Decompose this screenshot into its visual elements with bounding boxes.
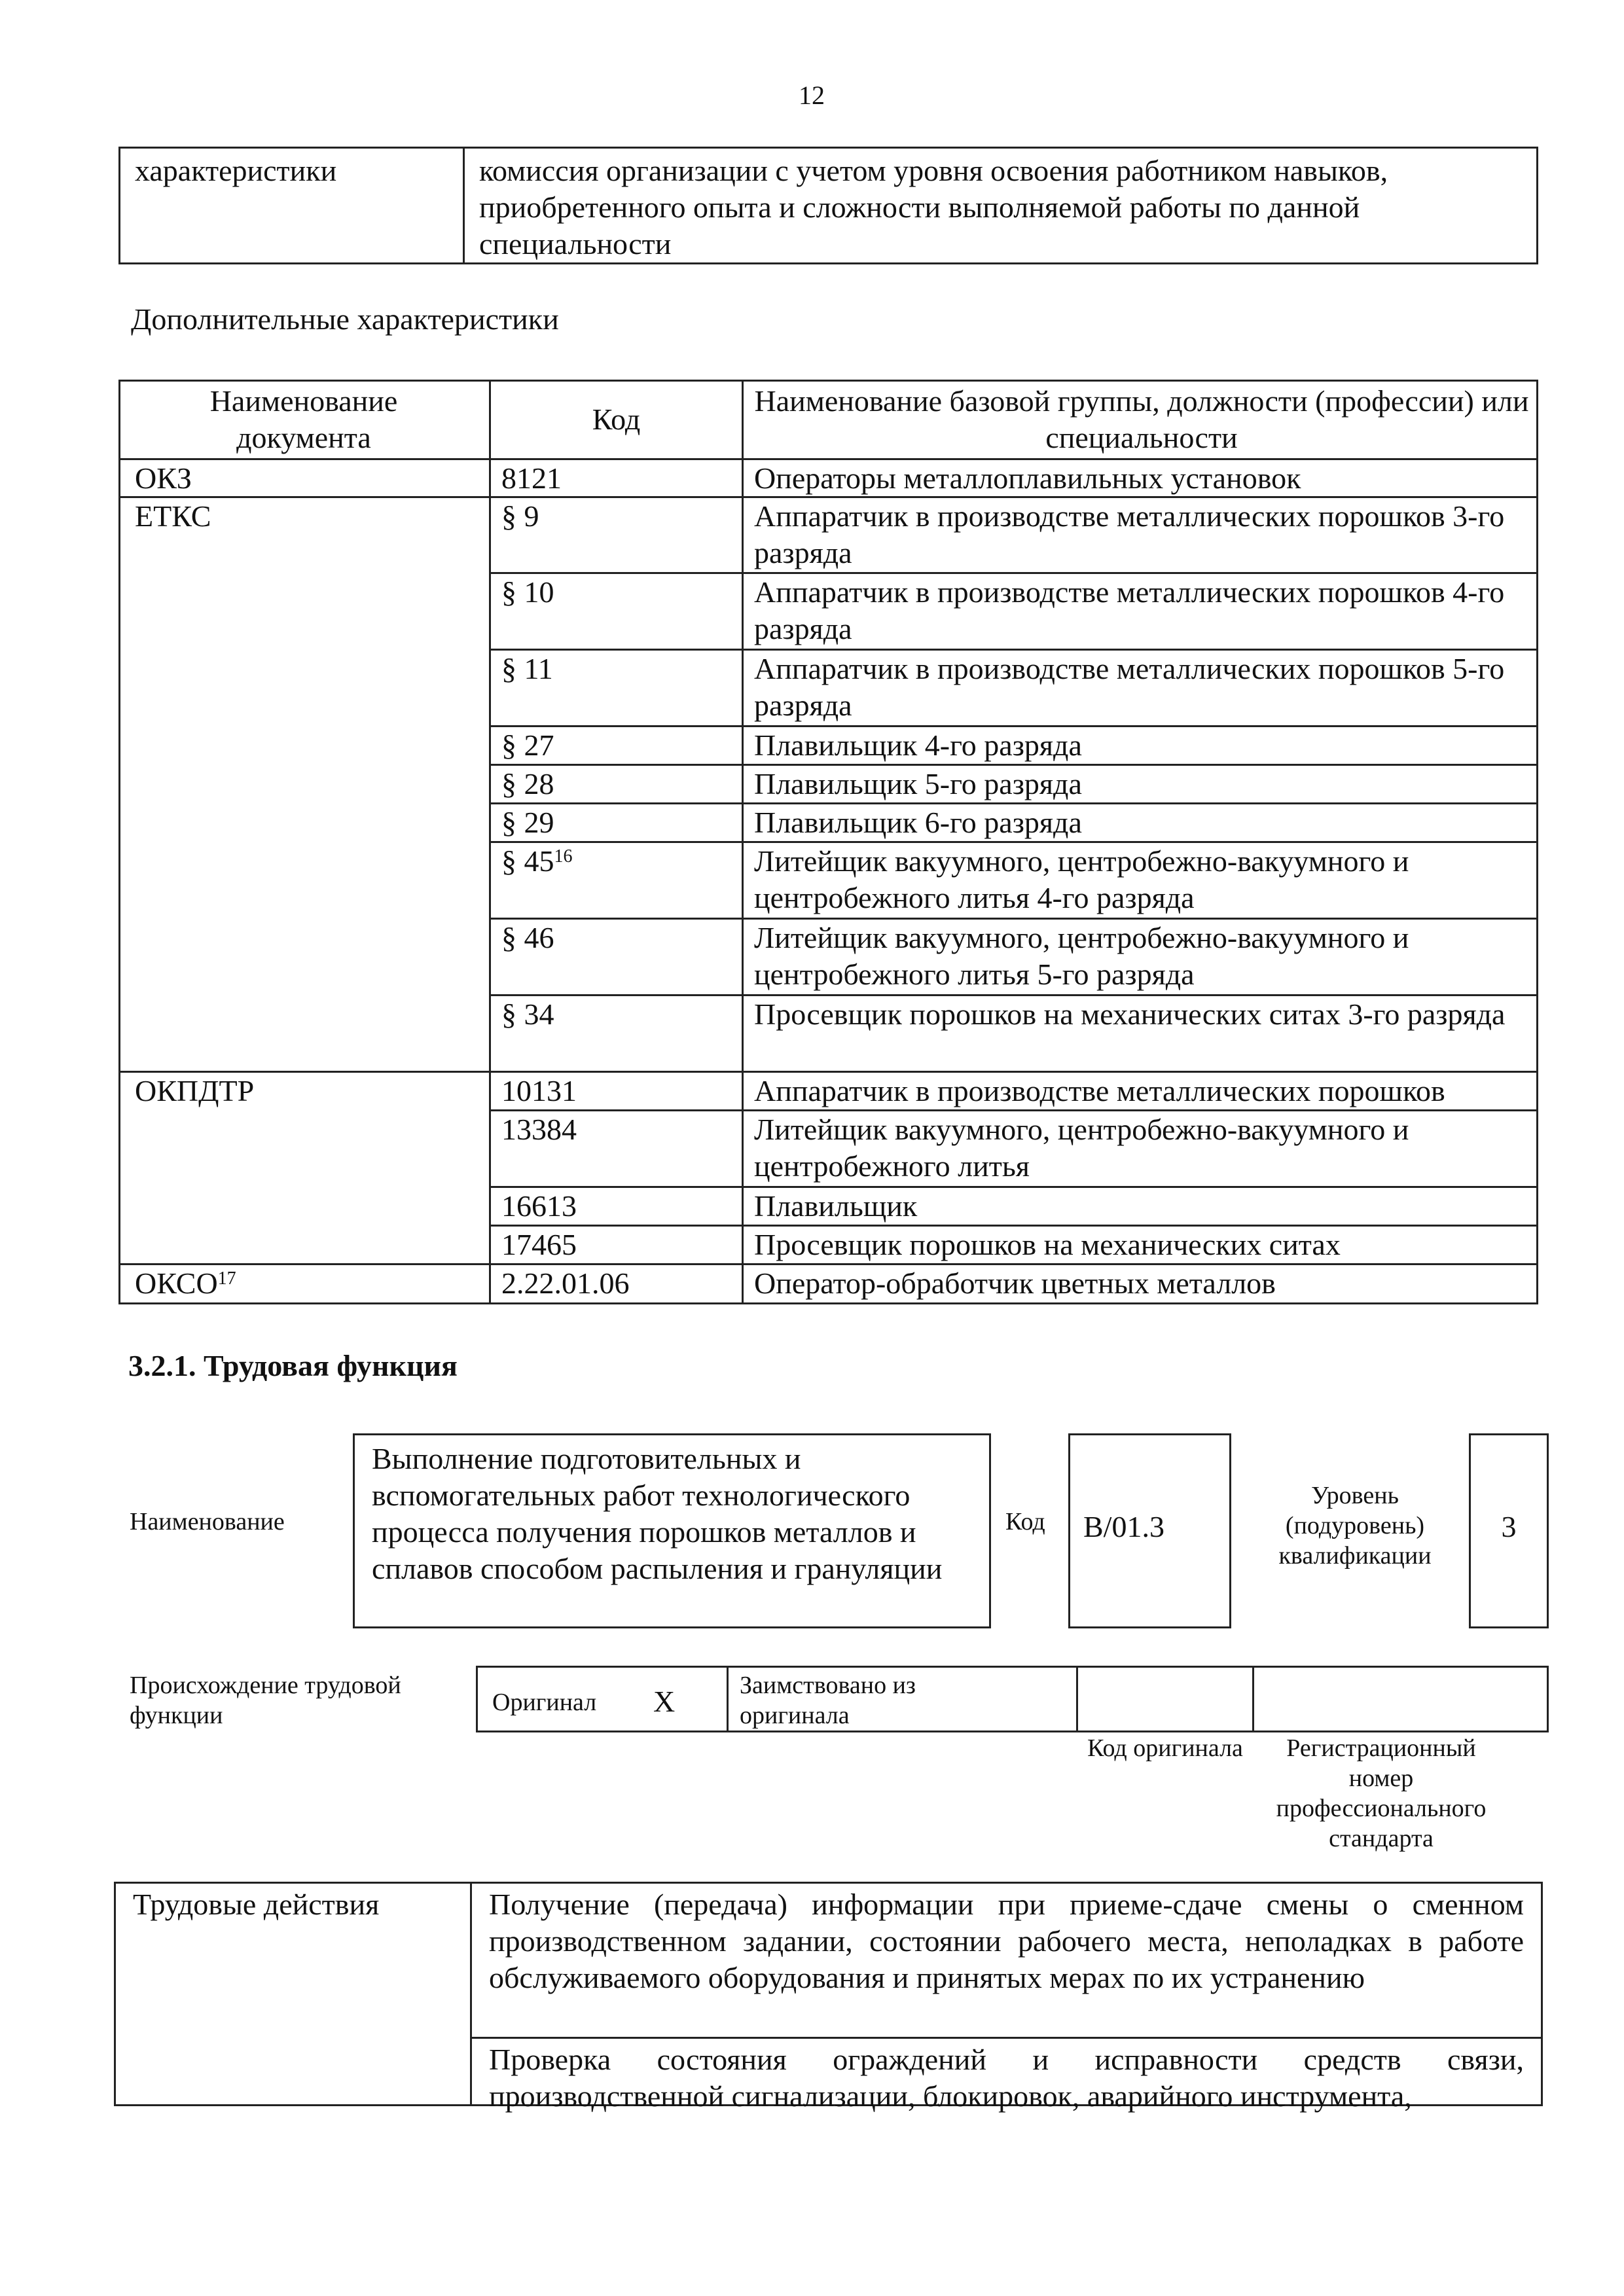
page-number: 12 [799, 81, 825, 110]
origin-label: Происхождение трудовой функции [130, 1672, 401, 1729]
table-cell: комиссия организации с учетом уровня освоения работником навыков, приобретенного опыта и сложности выполняемой работы по данной специальности [479, 154, 1388, 260]
table-row-name: Оператор-обработчик цветных металлов [754, 1266, 1276, 1300]
table-row-name: Плавильщик 6-го разряда [754, 806, 1082, 839]
header-name: Наименование базовой группы, должности (профессии) или специальности [754, 384, 1529, 454]
function-name-box [353, 1433, 991, 1628]
reg-caption: Регистрационный номер профессионального стандарта [1276, 1734, 1487, 1852]
table-row-code: § $45^{16}$ [501, 844, 573, 878]
table-row-code: 10131 [501, 1074, 577, 1107]
table-row-code: § 28 [501, 767, 554, 800]
borrowed-label: Заимствовано из оригинала [740, 1672, 916, 1729]
table-row-code: § 27 [501, 728, 554, 762]
table-row-code: § 46 [501, 921, 554, 954]
function-name: Выполнение подготовительных и вспомогательных работ технологического процесса получения порошков металлов и сплавов способом распыления и грануляции [372, 1442, 943, 1585]
original-mark: X [653, 1685, 676, 1718]
labor-actions-table [114, 1882, 1543, 2113]
footnote-marker: 17 [217, 1268, 236, 1289]
code-caption: Код оригинала [1087, 1734, 1243, 1762]
table-row-name: Просевщик порошков на механических ситах [754, 1228, 1341, 1261]
table-row-name: Литейщик вакуумного, центробежно-вакуумного и центробежного литья [754, 1113, 1409, 1183]
labor-action-item: Получение (передача) информации при приеме-сдаче смены о сменном производственном задании, состоянии рабочего места, неполадках в работе обслуживаемого оборудования и принятых мерах по их устранению [489, 1888, 1524, 1994]
table-row-name: Плавильщик [754, 1189, 918, 1223]
level-label: Уровень (подуровень) квалификации [1278, 1482, 1432, 1570]
table-row-code: 2.22.01.06 [501, 1266, 630, 1300]
table-row-name: Аппаратчик в производстве металлических порошков [754, 1074, 1445, 1107]
code-label: Код [1005, 1508, 1045, 1535]
table-row-code: § 34 [501, 997, 554, 1031]
table-row-name: Плавильщик 5-го разряда [754, 767, 1082, 800]
table-row-code: 16613 [501, 1189, 577, 1223]
section-heading: 3.2.1. Трудовая функция [128, 1349, 458, 1382]
additional-characteristics-title: Дополнительные характеристики [131, 302, 559, 336]
table-row-code: § 11 [501, 652, 553, 685]
table-row-doc: ОКПДТР [135, 1074, 255, 1107]
table-row-name: Литейщик вакуумного, центробежно-вакуумного и центробежного литья 4-го разряда [754, 844, 1409, 914]
function-code-box [1068, 1433, 1231, 1628]
labor-action-item: Проверка состояния ограждений и исправности средств связи, производственной сигнализации, блокировок, аварийного инструмента, [489, 2043, 1524, 2113]
additional-characteristics-table [118, 380, 1538, 1304]
table-row-name: Просевщик порошков на механических ситах 3-го разряда [754, 997, 1506, 1031]
name-label: Наименование [130, 1508, 285, 1535]
table-row-name: Литейщик вакуумного, центробежно-вакуумного и центробежного литья 5-го разряда [754, 921, 1409, 991]
table-row-doc: ОКЗ [135, 461, 192, 495]
table-row-doc: ЕТКС [135, 499, 211, 533]
table-row-name: Операторы металлоплавильных установок [754, 461, 1301, 495]
table-row-code: § 9 [501, 499, 539, 533]
table-row-code: § 29 [501, 806, 554, 839]
header-code: Код [592, 403, 641, 436]
level-value: 3 [1501, 1510, 1517, 1543]
table-row-name: Аппаратчик в производстве металлических порошков 4-го разряда [754, 575, 1505, 645]
header-doc: Наименование документа [209, 384, 398, 454]
table-row-name: Аппаратчик в производстве металлических порошков 5-го разряда [754, 652, 1505, 722]
table-row-code: 17465 [501, 1228, 577, 1261]
table-row-code: § 10 [501, 575, 554, 609]
labor-actions-label: Трудовые действия [116, 1884, 472, 2104]
table-row-name: Аппаратчик в производстве металлических порошков 3-го разряда [754, 499, 1505, 569]
table-row-code: 8121 [501, 461, 562, 495]
origin-table [476, 1666, 1549, 1732]
function-code: В/01.3 [1083, 1510, 1164, 1543]
table-row-doc: ОКСО$^{17}$ [135, 1266, 236, 1300]
table-row-name: Плавильщик 4-го разряда [754, 728, 1082, 762]
footnote-marker: 16 [554, 846, 573, 867]
table-row-code: 13384 [501, 1113, 577, 1146]
level-box [1469, 1433, 1549, 1628]
table-cell: характеристики [120, 149, 465, 262]
characteristics-table [118, 147, 1538, 264]
original-label: Оригинал [492, 1689, 597, 1716]
